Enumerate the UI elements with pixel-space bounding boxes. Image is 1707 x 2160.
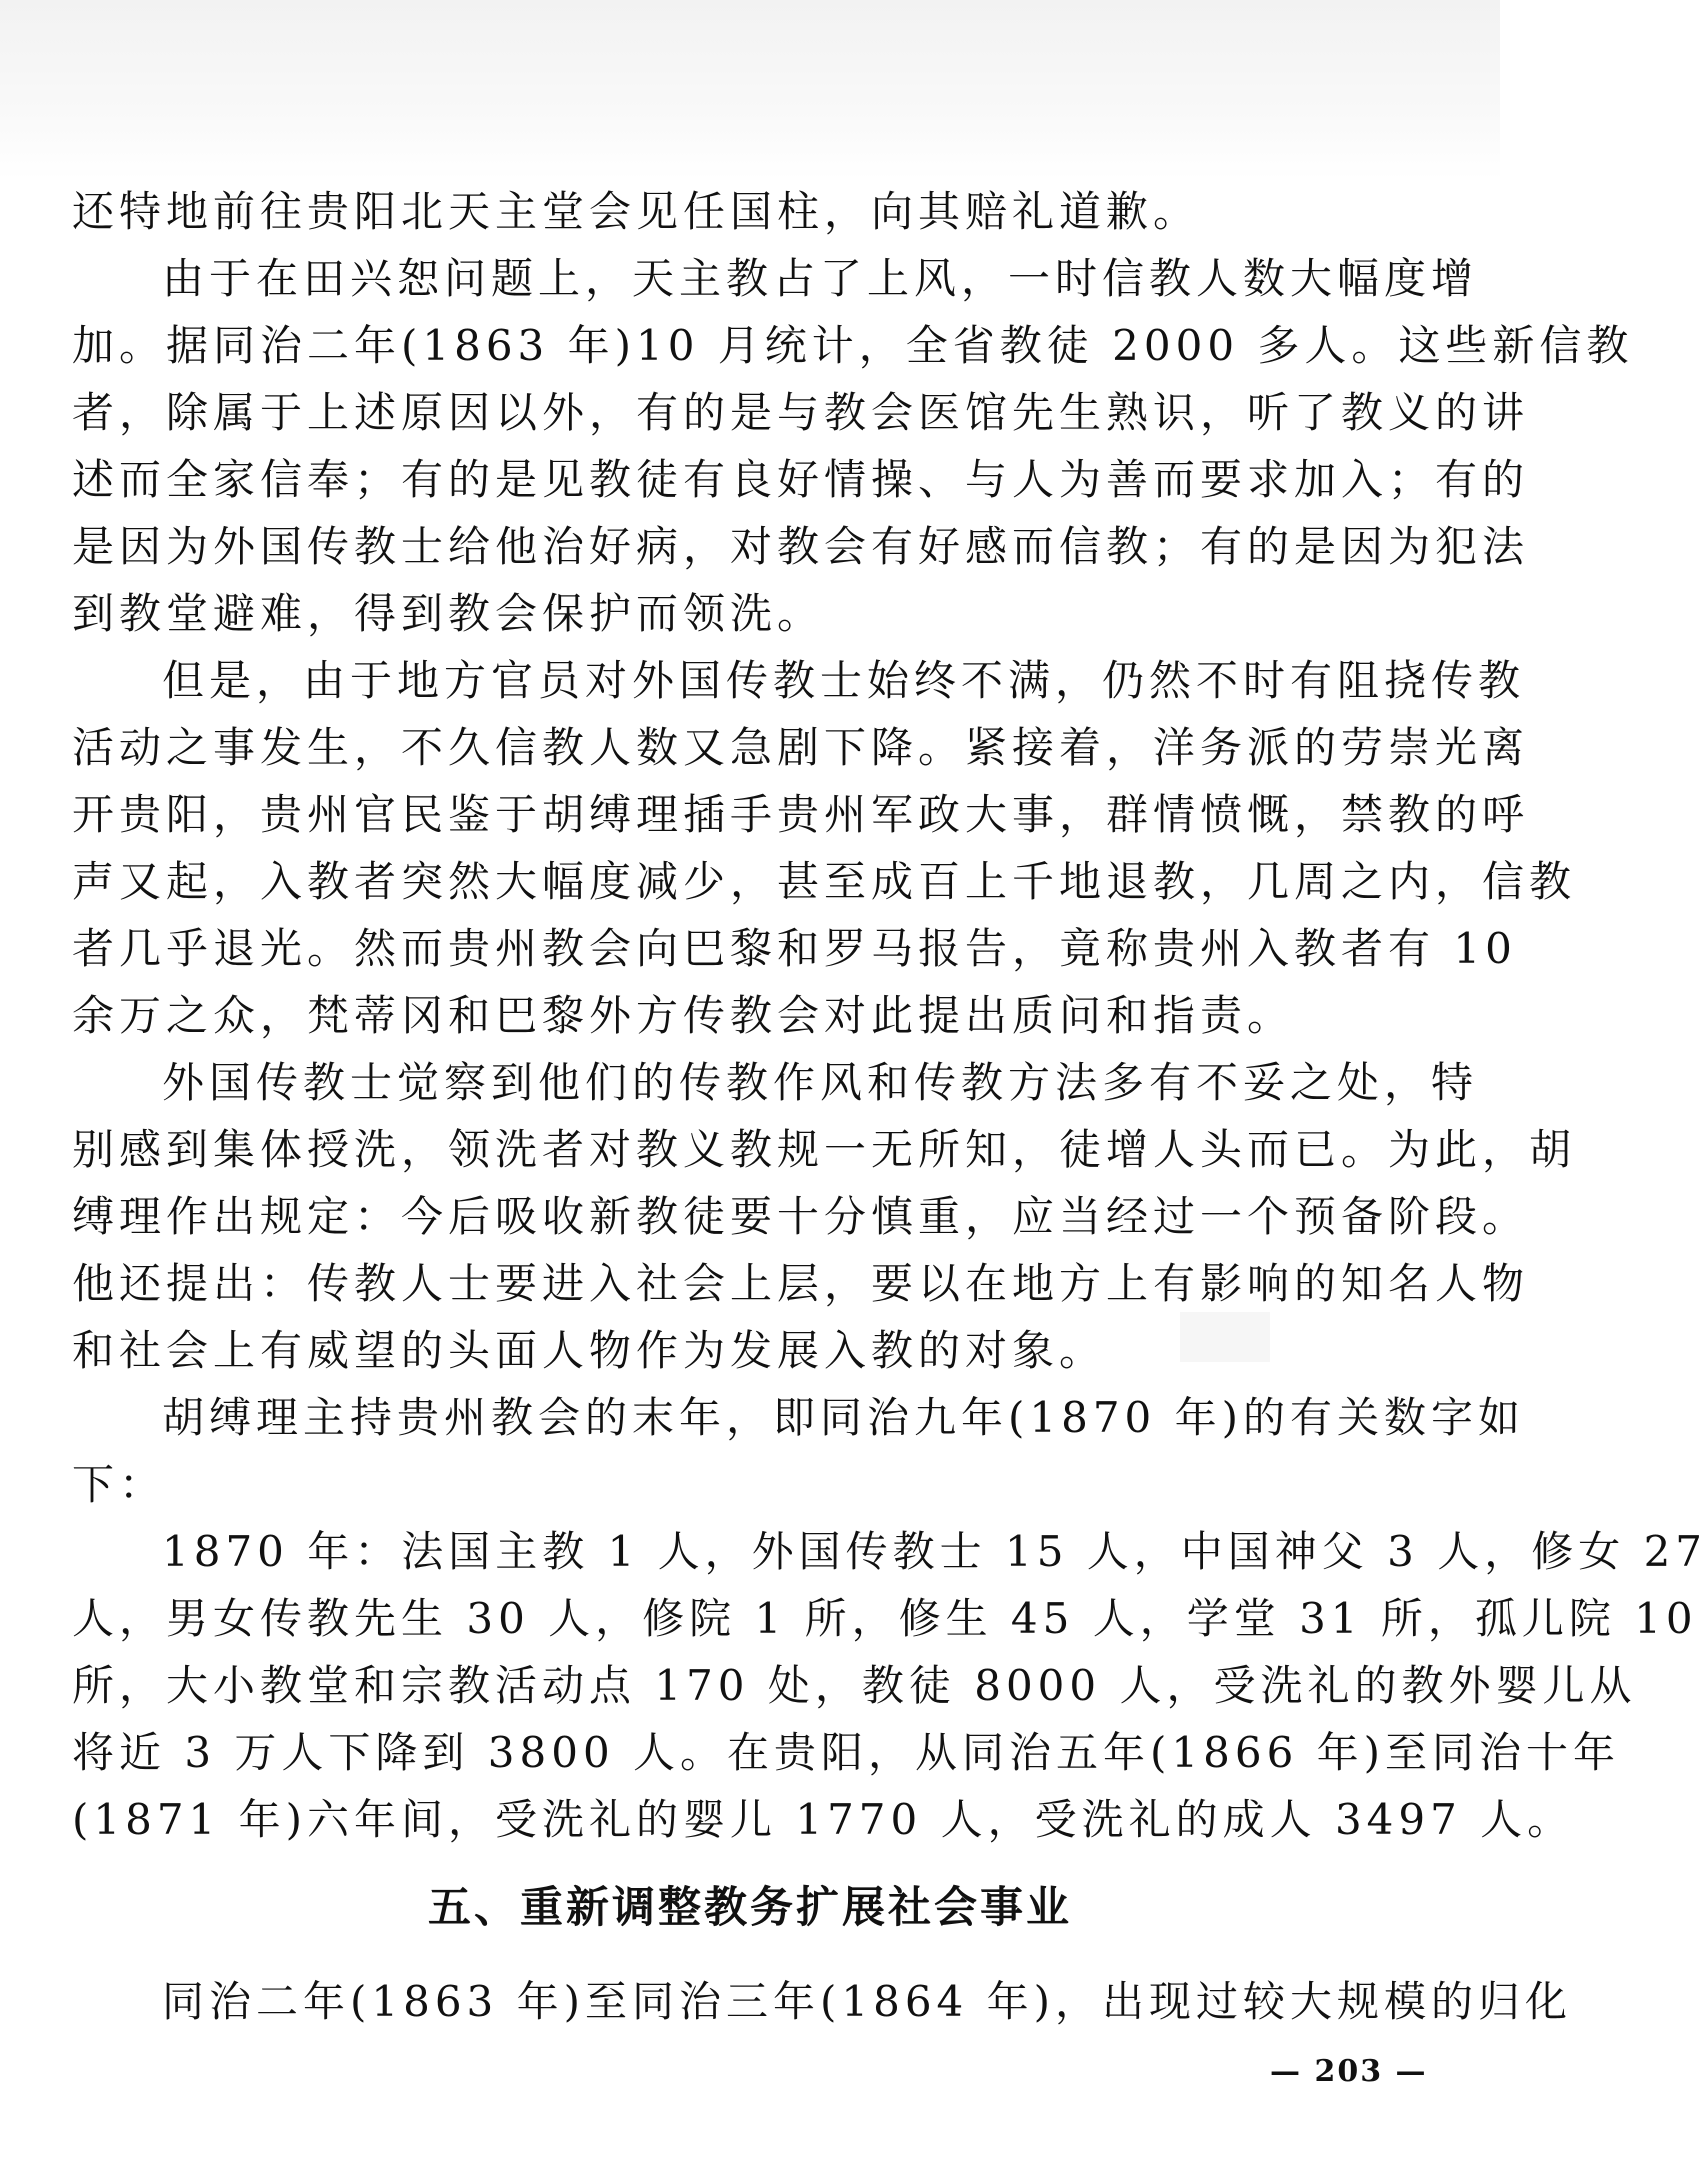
paragraph bbox=[72, 1049, 1577, 1384]
paragraph bbox=[72, 245, 1634, 647]
text-line: 是因为外国传教士给他治好病，对教会有好感而信教；有的是因为犯法 bbox=[72, 522, 1530, 571]
text-line: 余万之众，梵蒂冈和巴黎外方传教会对此提出质问和指责。 bbox=[72, 991, 1295, 1040]
text-line: 同治二年(1863 年)至同治三年(1864 年)，出现过较大规模的归化 bbox=[162, 1977, 1573, 2026]
text-line: 由于在田兴恕问题上，天主教占了上风，一时信教人数大幅度增 bbox=[162, 254, 1479, 303]
text-line: 和社会上有威望的头面人物作为发展入教的对象。 bbox=[72, 1326, 1107, 1375]
text-line: 但是，由于地方官员对外国传教士始终不满，仍然不时有阻挠传教 bbox=[162, 656, 1526, 705]
last-paragraph bbox=[72, 1968, 1573, 2035]
text-line: 胡缚理主持贵州教会的末年，即同治九年(1870 年)的有关数字如 bbox=[162, 1393, 1526, 1442]
text-line: 活动之事发生，不久信教人数又急剧下降。紧接着，洋务派的劳崇光离 bbox=[72, 723, 1530, 772]
text-line: 还特地前往贵阳北天主堂会见任国柱，向其赔礼道歉。 bbox=[72, 187, 1201, 236]
text-line: 加。据同治二年(1863 年)10 月统计，全省教徒 2000 多人。这些新信教 bbox=[72, 321, 1634, 370]
paragraph bbox=[72, 1968, 1573, 2035]
scan-top-shadow bbox=[0, 0, 1500, 180]
text-line: 别感到集体授洗，领洗者对教义教规一无所知，徒增人头而已。为此，胡 bbox=[72, 1125, 1577, 1174]
text-line: 述而全家信奉；有的是见教徒有良好情操、与人为善而要求加入；有的 bbox=[72, 455, 1530, 504]
text-line: (1871 年)六年间，受洗礼的婴儿 1770 人，受洗礼的成人 3497 人。 bbox=[72, 1795, 1575, 1844]
paragraph bbox=[72, 1384, 1526, 1518]
text-line: 开贵阳，贵州官民鉴于胡缚理插手贵州军政大事，群情愤慨，禁教的呼 bbox=[72, 790, 1530, 839]
paragraph bbox=[72, 178, 1432, 245]
text-line: 将近 3 万人下降到 3800 人。在贵阳，从同治五年(1866 年)至同治十年 bbox=[72, 1728, 1621, 1777]
text-line: 1870 年：法国主教 1 人，外国传教士 15 人，中国神父 3 人，修女 27 bbox=[162, 1527, 1707, 1576]
section-title: 五、重新调整教务扩展社会事业 bbox=[428, 1883, 1072, 1933]
paragraph bbox=[72, 647, 1577, 1049]
text-line: 者，除属于上述原因以外，有的是与教会医馆先生熟识，听了教义的讲 bbox=[72, 388, 1530, 437]
text-line: 到教堂避难，得到教会保护而领洗。 bbox=[72, 589, 825, 638]
text-line: 者几乎退光。然而贵州教会向巴黎和罗马报告，竟称贵州入教者有 10 bbox=[72, 924, 1517, 973]
body-text bbox=[72, 178, 1707, 1853]
text-line: 所，大小教堂和宗教活动点 170 处，教徒 8000 人，受洗礼的教外婴儿从 bbox=[72, 1661, 1637, 1710]
text-line: 缚理作出规定：今后吸收新教徒要十分慎重，应当经过一个预备阶段。 bbox=[72, 1192, 1530, 1241]
text-line: 人，男女传教先生 30 人，修院 1 所，修生 45 人，学堂 31 所，孤儿院 10 bbox=[72, 1594, 1698, 1643]
paragraph bbox=[72, 1518, 1707, 1853]
text-line: 他还提出：传教人士要进入社会上层，要以在地方上有影响的知名人物 bbox=[72, 1259, 1530, 1308]
page-number: — 203 — bbox=[1270, 2054, 1428, 2089]
text-line: 下： bbox=[72, 1460, 167, 1509]
text-line: 外国传教士觉察到他们的传教作风和传教方法多有不妥之处，特 bbox=[162, 1058, 1479, 1107]
text-line: 声又起，入教者突然大幅度减少，甚至成百上千地退教，几周之内，信教 bbox=[72, 857, 1577, 906]
